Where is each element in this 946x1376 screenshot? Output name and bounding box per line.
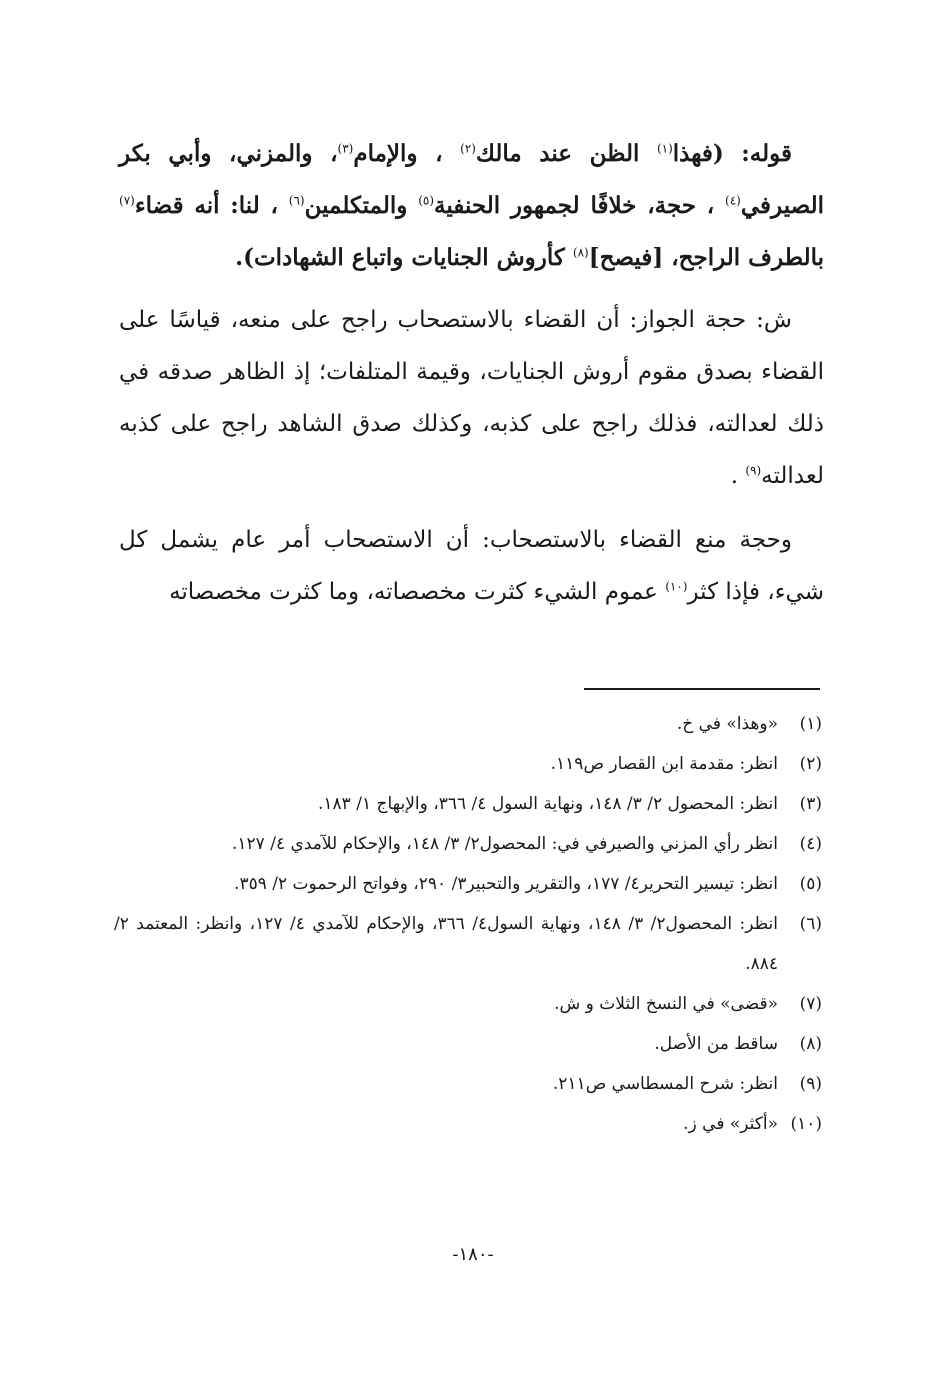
footnote-ref[interactable]: (٥) [418,193,435,208]
footnote-text: انظر: مقدمة ابن القصار ص١١٩. [550,754,778,774]
text-run: بالطرف الراجح، [فيصح] [588,244,824,271]
footnote-ref[interactable]: (٣) [337,141,354,156]
page-number: -١٨٠- [452,1244,494,1265]
footnote-number: (٤) [799,834,822,854]
footnote-ref[interactable]: (٤) [725,193,741,208]
text-run: ، حجة، خلافًا لجمهور الحنفية [434,192,726,219]
text-run: ش: حجة الجواز: أن القضاء بالاستصحاب راجح على منعه، قياسًا على القضاء بصدق مقوم أروش الجنايات، وقيمة المتلفات؛ إذ الظاهر صدقه في ذلك لعدالته، فذلك راجح على كذبه، وكذلك صدق الشاهد راجح على كذبه لعدالته [119,307,824,489]
footnote-separator [584,688,820,690]
footnote-ref[interactable]: (١٠) [665,579,688,594]
text-run: الظن عند مالك [475,140,657,167]
text-run: وحجة منع القضاء بالاستصحاب: أن الاستصحاب أمر عام يشمل كل شيء، فإذا كثر [119,527,824,605]
footnote-ref[interactable]: (٩) [745,463,762,478]
footnote-text: انظر: المحصول ٢/ ٣/ ١٤٨، ونهاية السول ٤/ ٣٦٦، والإبهاج ١/ ١٨٣. [317,794,778,814]
text-run: ، والمزني، وأبي بكر الصيرفي [119,140,824,219]
footnote-item [114,744,822,784]
text-run: ، والإمام [353,140,461,167]
footnote-ref[interactable]: (١) [656,141,673,156]
text-run: عموم الشيء كثرت مخصصاته، وما كثرت مخصصاته [169,579,666,605]
footnote-number: (٧) [799,994,822,1014]
footnote-item [114,1064,822,1104]
footnote-number: (٩) [799,1074,822,1094]
text-run: والمتكلمين [304,192,419,219]
footnote-ref[interactable]: (٦) [288,193,305,208]
paragraph-commentary [119,294,824,502]
footnote-text: انظر: تيسير التحرير٤/ ١٧٧، والتقرير والتحبير٣/ ٢٩٠، وفواتح الرحموت ٢/ ٣٥٩. [234,874,778,894]
text-run: قوله: (فهذا [672,140,793,167]
footnote-item [114,1104,822,1144]
footnote-text: «أكثر» في ز. [683,1114,778,1134]
footnote-item [114,704,822,744]
paragraph-counterargument [119,514,824,618]
main-text [119,128,824,618]
text-run: كأروش الجنايات واتباع الشهادات). [235,244,573,271]
footnote-number: (٨) [799,1034,822,1054]
footnote-item [114,864,822,904]
footnote-text: انظر: شرح المسطاسي ص٢١١. [552,1074,778,1094]
footnote-item [114,904,822,984]
paragraph-quote [119,128,824,284]
footnote-item [114,1024,822,1064]
footnote-number: (١) [799,714,822,734]
footnote-item [114,784,822,824]
footnote-number: (١٠) [790,1114,822,1134]
footnote-ref[interactable]: (٧) [119,193,135,208]
footnotes-list [114,704,822,1144]
footnote-item [114,824,822,864]
footnote-text: «قضى» في النسخ الثلاث و ش. [554,994,778,1014]
footnote-number: (٢) [799,754,822,774]
footnote-text: انظر رأي المزني والصيرفي في: المحصول٢/ ٣/ ١٤٨، والإحكام للآمدي ٤/ ١٢٧. [232,834,778,854]
footnote-text: انظر: المحصول٢/ ٣/ ١٤٨، ونهاية السول٤/ ٣٦٦، والإحكام للآمدي ٤/ ١٢٧، وانظر: المعتمد ٢/ ٨٨٤. [114,914,779,974]
footnote-number: (٣) [799,794,822,814]
footnote-ref[interactable]: (٨) [572,245,589,260]
text-run: . [730,463,746,489]
footnote-ref[interactable]: (٢) [460,141,476,156]
footnote-number: (٦) [799,914,822,934]
footnote-text: ساقط من الأصل. [654,1034,778,1054]
text-run: ، لنا: أنه قضاء [134,192,289,219]
footnote-text: «وهذا» في خ. [676,714,778,734]
footnote-number: (٥) [799,874,822,894]
footnote-item [114,984,822,1024]
